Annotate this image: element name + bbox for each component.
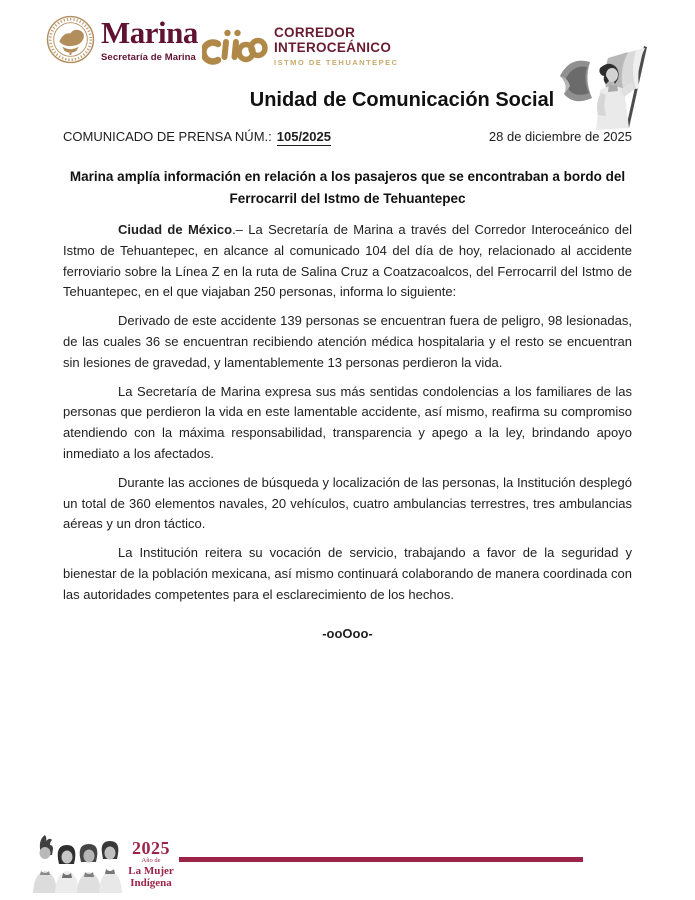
dateline: Ciudad de México	[118, 222, 233, 237]
ciit-infinity-knot-icon	[202, 23, 268, 65]
body-text	[63, 220, 632, 652]
page-title: Unidad de Comunicación Social	[249, 89, 555, 111]
closing-mark: -ooOoo-	[322, 625, 373, 641]
ciit-line2: INTEROCEÁNICO	[274, 40, 392, 56]
body-paragraph-1: Ciudad de México.– La Secretaría de Marina a través del Corredor Interoceánico del Istmo de Tehuantepec, en alcance al comunicado 104 del día de hoy, relacionado al accidente ferroviario sobre la Línea Z en la ruta de Salina Cruz a Coatzacoalcos, del Ferrocarril del Istmo de Tehuantepec, en el que viajaban 250 personas, informa lo siguiente:	[63, 222, 632, 300]
release-date: 28 de diciembre de 2025	[488, 129, 632, 144]
ciit-logo	[274, 25, 399, 67]
release-number: 105/2025	[276, 129, 331, 144]
indigenous-women-illustration	[28, 831, 125, 893]
campaign-year-label: Año de	[141, 857, 161, 864]
headline: Marina amplía información en relación a los pasajeros que se encontraban a bordo del Ferrocarril del Istmo de Tehuantepec	[69, 169, 626, 206]
body-paragraph-4: Durante las acciones de búsqueda y localización de las personas, la Institución desplegó un total de 360 elementos navales, 20 vehículos, cuatro ambulancias terrestres, tres ambulancias aéreas y un dron táctico.	[63, 474, 632, 532]
marina-subtitle: Secretaría de Marina	[101, 52, 196, 63]
body-paragraph-2: Derivado de este accidente 139 personas se encuentran fuera de peligro, 98 lesionadas, de las cuales 36 se encuentran recibiendo atención médica hospitalaria y el resto se encuentran sin lesiones de gravedad, y lamentablemente 13 personas perdieron la vida.	[63, 313, 632, 370]
ciit-line1: CORREDOR	[274, 25, 356, 40]
marina-wordmark: Marina	[101, 15, 198, 50]
release-label: COMUNICADO DE PRENSA NÚM.:	[63, 129, 272, 144]
release-meta-row	[63, 129, 632, 144]
body-paragraph-3: La Secretaría de Marina expresa sus más sentidas condolencias a los familiares de las personas que perdieron la vida en este lamentable accidente, así mismo, reafirma su compromiso atendiendo con la máxima responsabilidad, transparencia y apego a la ley, brindando apoyo inmediato a los afectados.	[63, 383, 632, 461]
campaign-line1: La Mujer	[128, 864, 174, 877]
mexican-eagle-seal-icon	[46, 15, 95, 64]
campaign-year: 2025	[132, 838, 170, 858]
footer-accent-bar	[179, 857, 583, 862]
year-campaign-logo	[123, 839, 179, 889]
release-number-line	[63, 129, 331, 144]
woman-with-mexican-flag-illustration	[556, 44, 668, 130]
ciit-line3: ISTMO DE TEHUANTEPEC	[274, 58, 399, 68]
campaign-line2: Indígena	[130, 876, 172, 889]
body-paragraph-5: La Institución reitera su vocación de servicio, trabajando a favor de la seguridad y bienestar de la población mexicana, así mismo continuará colaborando de manera coordinada con las autoridades competentes para el esclarecimiento de los hechos.	[63, 545, 632, 602]
marina-logo	[101, 17, 198, 63]
